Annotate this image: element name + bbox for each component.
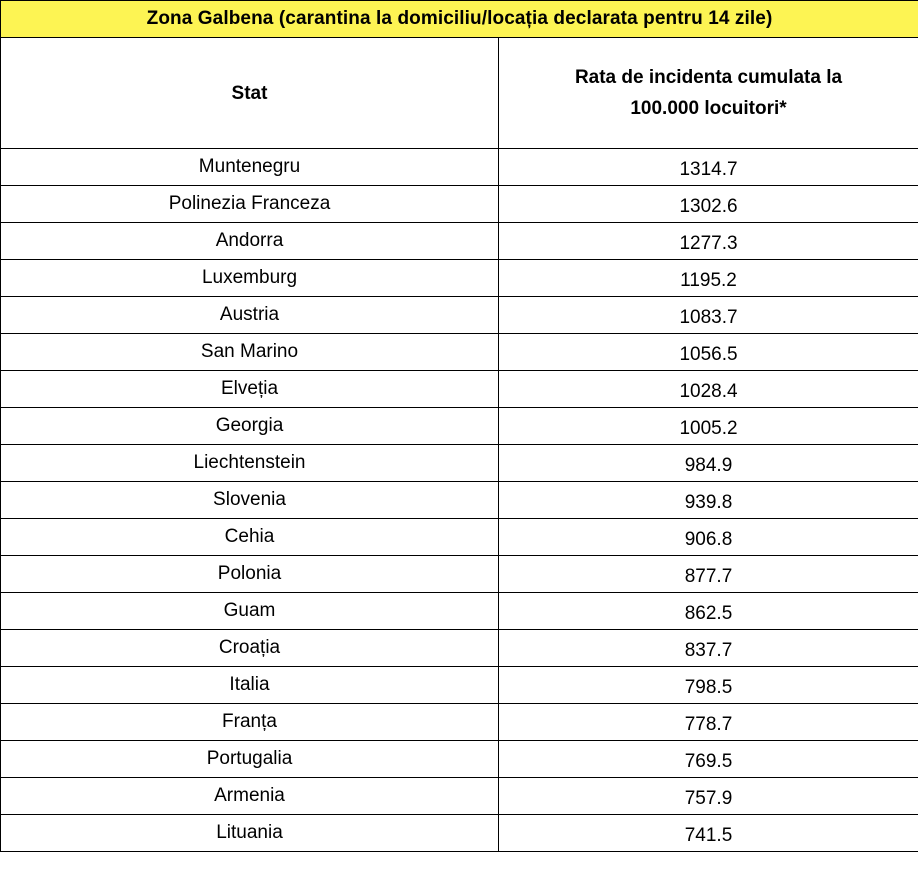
- table-row: [1, 778, 918, 815]
- column-header-stat: Stat: [1, 38, 499, 149]
- table-row: [1, 149, 918, 186]
- table-title: Zona Galbena (carantina la domiciliu/locația declarata pentru 14 zile): [1, 1, 918, 38]
- table-row: [1, 815, 918, 852]
- country-cell: Muntenegru: [1, 149, 499, 186]
- table-header-row: [1, 38, 918, 149]
- rate-cell: 798.5: [499, 667, 918, 704]
- table-row: [1, 630, 918, 667]
- rate-cell: 984.9: [499, 445, 918, 482]
- country-cell: Georgia: [1, 408, 499, 445]
- rate-cell: 1277.3: [499, 223, 918, 260]
- rate-cell: 757.9: [499, 778, 918, 815]
- rate-cell: 741.5: [499, 815, 918, 852]
- table-row: [1, 704, 918, 741]
- table-row: [1, 371, 918, 408]
- table-row: [1, 408, 918, 445]
- table-row: [1, 667, 918, 704]
- country-cell: Croația: [1, 630, 499, 667]
- rate-cell: 837.7: [499, 630, 918, 667]
- country-cell: Italia: [1, 667, 499, 704]
- rate-cell: 1302.6: [499, 186, 918, 223]
- country-cell: Polonia: [1, 556, 499, 593]
- column-header-rate-line2: 100.000 locuitori*: [630, 98, 787, 119]
- rate-cell: 769.5: [499, 741, 918, 778]
- country-cell: Lituania: [1, 815, 499, 852]
- table-title-row: [1, 1, 918, 38]
- country-cell: Elveția: [1, 371, 499, 408]
- country-cell: Liechtenstein: [1, 445, 499, 482]
- rate-cell: 862.5: [499, 593, 918, 630]
- column-header-rate: [499, 38, 918, 149]
- table-row: [1, 445, 918, 482]
- country-cell: Austria: [1, 297, 499, 334]
- table-row: [1, 482, 918, 519]
- rate-cell: 1028.4: [499, 371, 918, 408]
- table-row: [1, 334, 918, 371]
- rate-cell: 906.8: [499, 519, 918, 556]
- country-cell: Franța: [1, 704, 499, 741]
- country-cell: Armenia: [1, 778, 499, 815]
- table-row: [1, 186, 918, 223]
- country-cell: Cehia: [1, 519, 499, 556]
- table-row: [1, 223, 918, 260]
- rate-cell: 1056.5: [499, 334, 918, 371]
- rate-cell: 1314.7: [499, 149, 918, 186]
- country-cell: Luxemburg: [1, 260, 499, 297]
- country-cell: Guam: [1, 593, 499, 630]
- rate-cell: 1195.2: [499, 260, 918, 297]
- rate-cell: 1005.2: [499, 408, 918, 445]
- country-cell: Slovenia: [1, 482, 499, 519]
- rate-cell: 1083.7: [499, 297, 918, 334]
- rate-cell: 939.8: [499, 482, 918, 519]
- country-cell: Polinezia Franceza: [1, 186, 499, 223]
- table-row: [1, 297, 918, 334]
- country-cell: Portugalia: [1, 741, 499, 778]
- country-cell: San Marino: [1, 334, 499, 371]
- country-cell: Andorra: [1, 223, 499, 260]
- rate-cell: 778.7: [499, 704, 918, 741]
- table-row: [1, 260, 918, 297]
- table-row: [1, 593, 918, 630]
- column-header-rate-line1: Rata de incidenta cumulata la: [574, 67, 843, 88]
- rate-cell: 877.7: [499, 556, 918, 593]
- table-row: [1, 741, 918, 778]
- table-row: [1, 519, 918, 556]
- table-row: [1, 556, 918, 593]
